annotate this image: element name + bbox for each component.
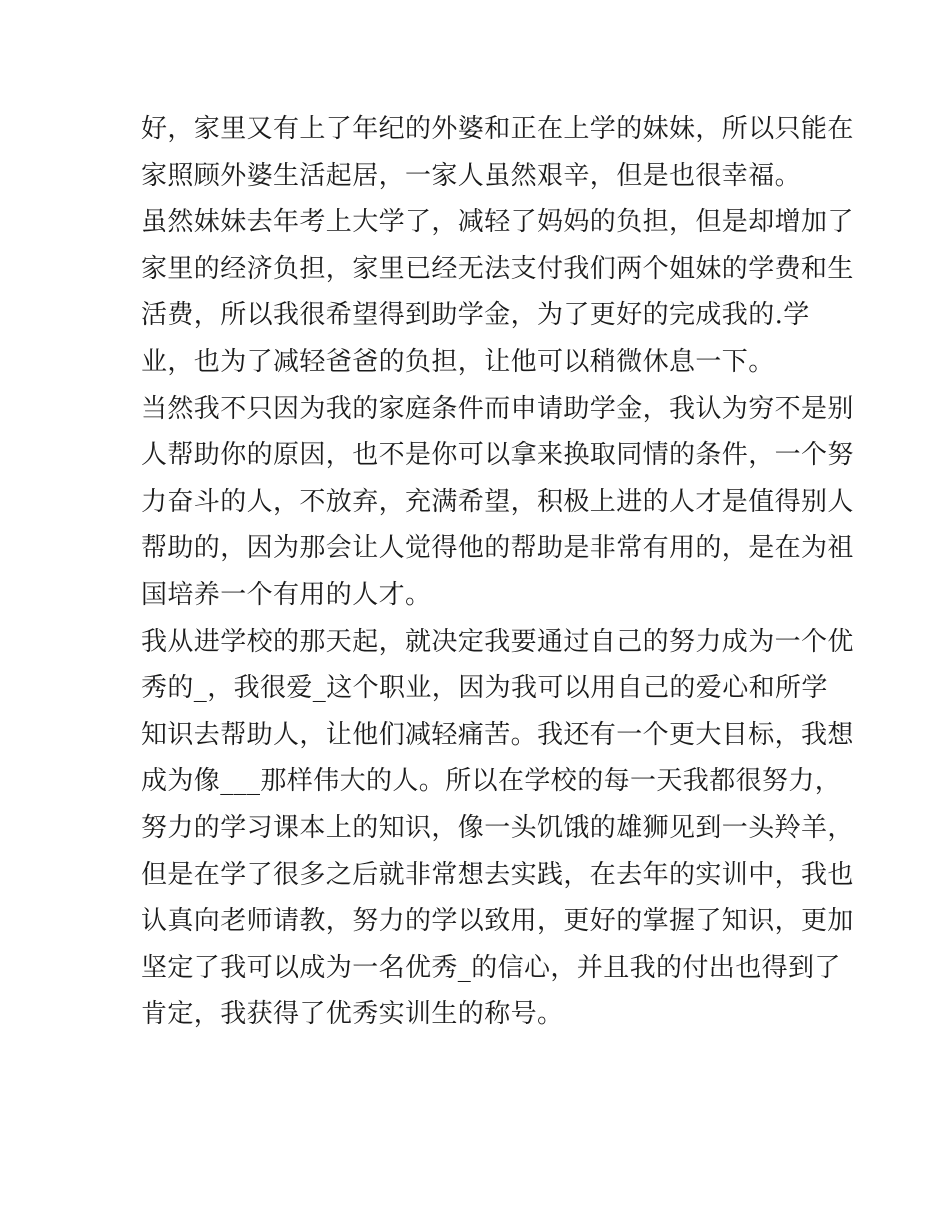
text-line: 知识去帮助人，让他们减轻痛苦。我还有一个更大目标，我想 (141, 719, 854, 750)
text-line: 帮助的，因为那会让人觉得他的帮助是非常有用的，是在为祖 (141, 533, 854, 564)
text-line: 秀的_，我很爱_这个职业，因为我可以用自己的爱心和所学 (141, 673, 828, 704)
text-line: 国培养一个有用的人才。 (141, 579, 432, 610)
text-line: 力奋斗的人，不放弃，充满希望，积极上进的人才是值得别人 (141, 486, 854, 517)
text-line: 我从进学校的那天起，就决定我要通过自己的努力成为一个优 (141, 626, 854, 657)
text-line: 当然我不只因为我的家庭条件而申请助学金，我认为穷不是别 (141, 393, 854, 424)
body-text (141, 106, 854, 1038)
text-line: 但是在学了很多之后就非常想去实践，在去年的实训中，我也 (141, 859, 854, 890)
text-line: 认真向老师请教，努力的学以致用，更好的掌握了知识，更加 (141, 906, 854, 937)
text-line: 好，家里又有上了年纪的外婆和正在上学的妹妹，所以只能在 (141, 114, 854, 144)
text-line: 活费，所以我很希望得到助学金，为了更好的完成我的.学 (141, 300, 810, 331)
text-line: 成为像___那样伟大的人。所以在学校的每一天我都很努力， (141, 766, 842, 797)
text-line: 人帮助你的原因，也不是你可以拿来换取同情的条件，一个努 (141, 440, 854, 471)
text-line: 家里的经济负担，家里已经无法支付我们两个姐妹的学费和生 (141, 253, 854, 284)
text-line: 虽然妹妹去年考上大学了，减轻了妈妈的负担，但是却增加了 (141, 207, 854, 238)
text-line: 家照顾外婆生活起居，一家人虽然艰辛，但是也很幸福。 (141, 160, 802, 191)
text-line: 肯定，我获得了优秀实训生的称号。 (141, 999, 564, 1030)
text-line: 努力的学习课本上的知识，像一头饥饿的雄狮见到一头羚羊， (141, 812, 854, 843)
text-line: 业，也为了减轻爸爸的负担，让他可以稍微休息一下。 (141, 346, 775, 377)
text-line: 坚定了我可以成为一名优秀_的信心，并且我的付出也得到了 (141, 952, 841, 983)
